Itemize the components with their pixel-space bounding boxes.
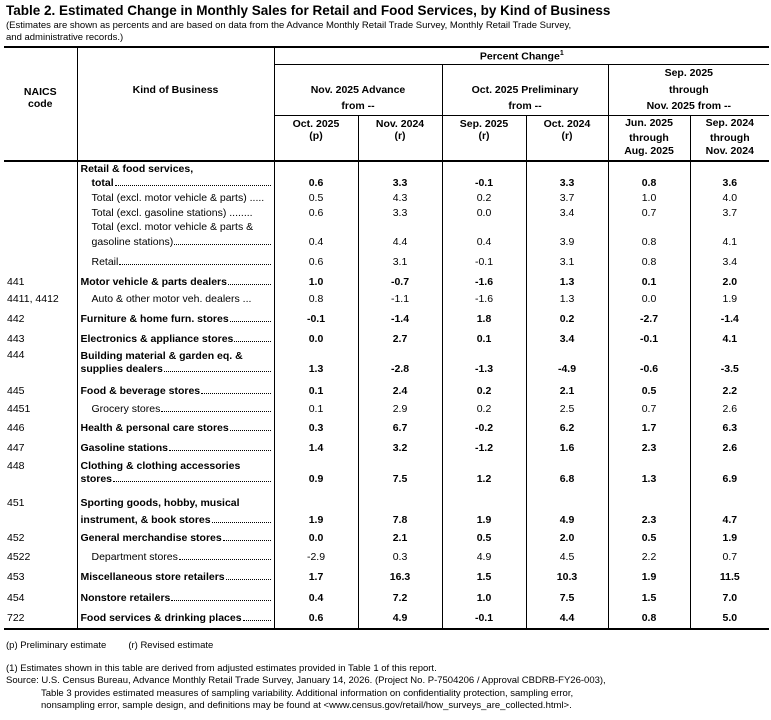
cell: 3.6 <box>722 176 738 189</box>
row-label: Motor vehicle & parts dealers <box>77 274 274 289</box>
cell: 1.6 <box>526 438 608 458</box>
cell: 3.1 <box>526 250 608 274</box>
cell: 3.2 <box>358 438 442 458</box>
cell: 0.9 <box>274 473 358 494</box>
row-label: stores <box>77 473 274 494</box>
cell: 2.6 <box>722 442 738 454</box>
cell: 0.2 <box>526 308 608 329</box>
cell: 0.3 <box>274 418 358 438</box>
cell: 1.3 <box>526 289 608 308</box>
row-label: Furniture & home furn. stores <box>77 308 274 329</box>
row-label: Total (excl. motor vehicle & parts) ..... <box>77 190 274 205</box>
table-row <box>4 220 769 234</box>
cell: 0.5 <box>442 529 526 547</box>
cell: 0.6 <box>274 250 358 274</box>
sales-change-table <box>4 46 769 630</box>
col5-header-a: Jun. 2025 <box>608 115 690 130</box>
naics-code: 4451 <box>4 399 77 418</box>
cell: 1.0 <box>608 190 690 205</box>
footnote-marker: 1 <box>559 49 564 57</box>
cell: 1.3 <box>526 274 608 289</box>
col6-header-b: through <box>709 131 750 144</box>
grp1-line1: Nov. 2025 Advance <box>274 81 442 98</box>
table-row <box>4 438 769 458</box>
table-row <box>4 418 769 438</box>
cell: 1.5 <box>442 566 526 587</box>
cell: 1.3 <box>608 473 690 494</box>
grp2-line2: from -- <box>442 98 608 115</box>
col6-header-c: Nov. 2024 <box>690 145 769 161</box>
cell: 6.9 <box>722 473 738 485</box>
cell: 4.9 <box>526 511 608 529</box>
table-row <box>4 175 769 190</box>
cell: 7.2 <box>358 587 442 608</box>
table-row <box>4 289 769 308</box>
cell: 0.8 <box>608 250 690 274</box>
cell: 1.9 <box>442 511 526 529</box>
cell: 3.3 <box>358 175 442 190</box>
row-label: Retail & food services, <box>77 161 274 175</box>
cell: 2.1 <box>358 529 442 547</box>
naics-code: 446 <box>4 418 77 438</box>
cell: 0.0 <box>608 289 690 308</box>
naics-code: 442 <box>4 308 77 329</box>
cell: 1.9 <box>722 292 738 305</box>
cell: 0.0 <box>274 529 358 547</box>
cell: 3.7 <box>722 206 738 219</box>
naics-code: 453 <box>4 566 77 587</box>
table-row <box>4 205 769 220</box>
naics-header-line1: NAICS <box>4 81 77 98</box>
cell: 1.0 <box>442 587 526 608</box>
col4-header-b: (r) <box>526 130 608 145</box>
naics-code: 445 <box>4 383 77 399</box>
cell: 3.4 <box>526 329 608 349</box>
cell: 0.0 <box>442 205 526 220</box>
cell: 6.7 <box>358 418 442 438</box>
cell: -3.5 <box>720 363 739 375</box>
cell: -0.6 <box>608 363 690 383</box>
naics-header-line2: code <box>4 98 77 115</box>
row-label: Gasoline stations <box>77 438 274 458</box>
cell: 1.2 <box>442 473 526 494</box>
naics-code: 722 <box>4 608 77 629</box>
row-label: Food & beverage stores <box>77 383 274 399</box>
cell: 0.6 <box>274 205 358 220</box>
subtitle-line: and administrative records.) <box>6 32 124 43</box>
cell: 16.3 <box>358 566 442 587</box>
table-row <box>4 161 769 175</box>
table-row <box>4 529 769 547</box>
cell: 0.1 <box>274 399 358 418</box>
row-label: Health & personal care stores <box>77 418 274 438</box>
cell: 2.2 <box>608 547 690 566</box>
cell: 2.4 <box>358 383 442 399</box>
cell: 6.8 <box>526 473 608 494</box>
col1-header-a: Oct. 2025 <box>274 115 358 130</box>
naics-code: 441 <box>4 274 77 289</box>
cell: 4.0 <box>722 191 738 204</box>
row-label: Sporting goods, hobby, musical <box>77 494 274 511</box>
cell: 6.3 <box>722 422 738 434</box>
cell: 4.9 <box>358 608 442 629</box>
table-title: Table 2. Estimated Change in Monthly Sales for Retail and Food Services, by Kind of Business <box>6 3 611 18</box>
cell: -4.9 <box>526 363 608 383</box>
row-label: Building material & garden eq. & <box>77 349 274 363</box>
row-label: Total (excl. motor vehicle & parts & <box>77 220 274 234</box>
cell: 0.8 <box>274 289 358 308</box>
table-row <box>4 494 769 511</box>
cell: 4.9 <box>442 547 526 566</box>
cell: 7.0 <box>722 591 738 604</box>
cell: 1.5 <box>608 587 690 608</box>
naics-code: 451 <box>4 494 77 511</box>
cell: 6.2 <box>526 418 608 438</box>
cell: -0.1 <box>274 308 358 329</box>
cell: 0.5 <box>608 383 690 399</box>
cell: 10.3 <box>526 566 608 587</box>
row-label: Auto & other motor veh. dealers ... <box>77 289 274 308</box>
cell: 0.3 <box>358 547 442 566</box>
cell: 0.1 <box>442 329 526 349</box>
cell: -1.6 <box>442 274 526 289</box>
cell: -1.4 <box>358 308 442 329</box>
cell: 1.9 <box>608 566 690 587</box>
cell: 2.3 <box>608 511 690 529</box>
cell: 3.9 <box>526 234 608 250</box>
cell: 0.5 <box>274 190 358 205</box>
col4-header-a: Oct. 2024 <box>526 115 608 130</box>
cell: -0.1 <box>442 250 526 274</box>
cell: 1.9 <box>274 511 358 529</box>
col2-header-b: (r) <box>358 130 442 145</box>
percent-change-header <box>274 47 769 64</box>
cell: 0.2 <box>442 383 526 399</box>
cell: -0.1 <box>442 175 526 190</box>
row-label: Department stores <box>77 547 274 566</box>
naics-code: 448 <box>4 458 77 473</box>
cell: 11.5 <box>719 570 740 583</box>
col3-header-a: Sep. 2025 <box>442 115 526 130</box>
cell: 2.7 <box>358 329 442 349</box>
cell: 2.0 <box>722 275 738 288</box>
cell: 3.4 <box>722 256 738 268</box>
row-label: Electronics & appliance stores <box>77 329 274 349</box>
cell: -0.2 <box>442 418 526 438</box>
footnote-1: (1) Estimates shown in this table are derived from adjusted estimates provided in Table 1 of this report. <box>6 662 437 674</box>
cell: 0.0 <box>274 329 358 349</box>
cell: 4.1 <box>722 236 738 248</box>
table-row <box>4 349 769 363</box>
grp3-line1: Sep. 2025 <box>664 66 714 79</box>
cell: 2.5 <box>526 399 608 418</box>
cell: 3.4 <box>526 205 608 220</box>
col5-header-b: through <box>608 130 690 145</box>
cell: 1.7 <box>608 418 690 438</box>
table-row <box>4 234 769 250</box>
percent-change-label: Percent Change <box>479 50 560 62</box>
cell: 2.9 <box>358 399 442 418</box>
table-row <box>4 274 769 289</box>
cell: 0.8 <box>608 175 690 190</box>
cell: -1.6 <box>442 289 526 308</box>
naics-code: 4411, 4412 <box>4 289 77 308</box>
cell: 4.3 <box>358 190 442 205</box>
source-line: nonsampling error, sample design, and definitions may be found at <www.census.gov/retail/how_surveys_are_collected.html>. <box>41 700 572 711</box>
cell: 0.2 <box>442 190 526 205</box>
cell: 0.4 <box>274 587 358 608</box>
cell: -2.7 <box>608 308 690 329</box>
row-label: gasoline stations) <box>77 234 274 250</box>
grp1-line2: from -- <box>274 98 442 115</box>
row-label: Retail <box>77 250 274 274</box>
grp3-line2: through <box>668 83 709 96</box>
cell: 0.6 <box>274 175 358 190</box>
cell: 4.7 <box>722 514 738 526</box>
cell: 1.7 <box>274 566 358 587</box>
cell: 2.1 <box>526 383 608 399</box>
row-label: Total (excl. gasoline stations) ........ <box>77 205 274 220</box>
table-row <box>4 587 769 608</box>
source-line: Source: U.S. Census Bureau, Advance Monthly Retail Trade Survey, January 14, 2026. (Project No. P-7504206 / Approval CBDRB-FY26-003), <box>6 675 606 686</box>
naics-code: 444 <box>4 349 77 363</box>
estimate-legend <box>6 640 606 653</box>
table-row <box>4 458 769 473</box>
cell: 0.7 <box>608 205 690 220</box>
kind-header-top <box>77 47 274 64</box>
row-label: Grocery stores <box>77 399 274 418</box>
cell: 2.2 <box>722 385 738 397</box>
naics-code: 452 <box>4 529 77 547</box>
col6-header-a: Sep. 2024 <box>705 116 755 129</box>
cell: 0.4 <box>274 234 358 250</box>
grp2-line1: Oct. 2025 Preliminary <box>442 81 608 98</box>
cell: -2.8 <box>358 363 442 383</box>
legend-preliminary: (p) Preliminary estimate <box>6 640 107 651</box>
cell: 3.3 <box>526 175 608 190</box>
cell: -1.4 <box>720 312 739 325</box>
row-label: Miscellaneous store retailers <box>77 566 274 587</box>
cell: 5.0 <box>690 608 769 629</box>
cell: -1.2 <box>442 438 526 458</box>
cell: 3.3 <box>358 205 442 220</box>
table-subtitle <box>6 20 606 44</box>
cell: 1.3 <box>274 363 358 383</box>
cell: -1.1 <box>358 289 442 308</box>
cell: -0.7 <box>358 274 442 289</box>
cell: 4.4 <box>358 234 442 250</box>
cell: 2.6 <box>722 402 738 415</box>
cell: 0.7 <box>722 550 738 563</box>
legend-revised: (r) Revised estimate <box>128 640 214 651</box>
naics-code: 443 <box>4 329 77 349</box>
grp3-line3: Nov. 2025 from -- <box>608 98 769 115</box>
cell: 7.5 <box>358 473 442 494</box>
table-row <box>4 608 769 629</box>
cell: -0.1 <box>442 608 526 629</box>
row-label: instrument, & book stores <box>77 511 274 529</box>
cell: 1.0 <box>274 274 358 289</box>
naics-code: 4522 <box>4 547 77 566</box>
row-label: total <box>77 175 274 190</box>
cell: 4.4 <box>526 608 608 629</box>
table-row <box>4 190 769 205</box>
kind-header: Kind of Business <box>77 81 274 98</box>
cell: 0.4 <box>442 234 526 250</box>
col2-header-a: Nov. 2024 <box>358 115 442 130</box>
cell: 1.4 <box>274 438 358 458</box>
table-row <box>4 399 769 418</box>
col3-header-b: (r) <box>442 130 526 145</box>
naics-code: 454 <box>4 587 77 608</box>
cell: 0.8 <box>608 608 690 629</box>
table-row <box>4 363 769 383</box>
cell: -0.1 <box>608 329 690 349</box>
table-row <box>4 383 769 399</box>
cell: 2.0 <box>526 529 608 547</box>
table-row <box>4 250 769 274</box>
table-row <box>4 511 769 529</box>
cell: 1.8 <box>442 308 526 329</box>
row-label: Nonstore retailers <box>77 587 274 608</box>
cell: 1.9 <box>722 532 738 544</box>
table-row <box>4 308 769 329</box>
cell: 0.5 <box>608 529 690 547</box>
table-row <box>4 566 769 587</box>
col1-header-b: (p) <box>274 130 358 145</box>
cell: 3.7 <box>526 190 608 205</box>
cell: 3.1 <box>358 250 442 274</box>
row-label: Food services & drinking places <box>77 608 274 629</box>
col5-header-c: Aug. 2025 <box>608 145 690 161</box>
footnotes <box>6 640 606 713</box>
naics-header-top <box>4 47 77 64</box>
table-row <box>4 473 769 494</box>
cell: 4.5 <box>526 547 608 566</box>
cell: 2.3 <box>608 438 690 458</box>
cell: 0.8 <box>608 234 690 250</box>
cell: 4.1 <box>722 333 738 345</box>
source-line: Table 3 provides estimated measures of sampling variability. Additional information on confidentiality protection, sampling error, <box>41 687 574 699</box>
cell: 7.5 <box>526 587 608 608</box>
cell: 0.7 <box>608 399 690 418</box>
subtitle-line: (Estimates are shown as percents and are based on data from the Advance Monthly Retail Trade Survey, Monthly Retail Trade Survey, <box>6 20 572 31</box>
row-label: General merchandise stores <box>77 529 274 547</box>
row-label: Clothing & clothing accessories <box>77 458 274 473</box>
cell: 7.8 <box>358 511 442 529</box>
row-label: supplies dealers <box>77 363 274 383</box>
cell: 0.2 <box>442 399 526 418</box>
cell: 0.1 <box>608 274 690 289</box>
cell: 0.6 <box>274 608 358 629</box>
table-row <box>4 547 769 566</box>
cell: -1.3 <box>442 363 526 383</box>
table-row <box>4 329 769 349</box>
cell: 0.1 <box>274 383 358 399</box>
naics-code: 447 <box>4 438 77 458</box>
cell: -2.9 <box>274 547 358 566</box>
